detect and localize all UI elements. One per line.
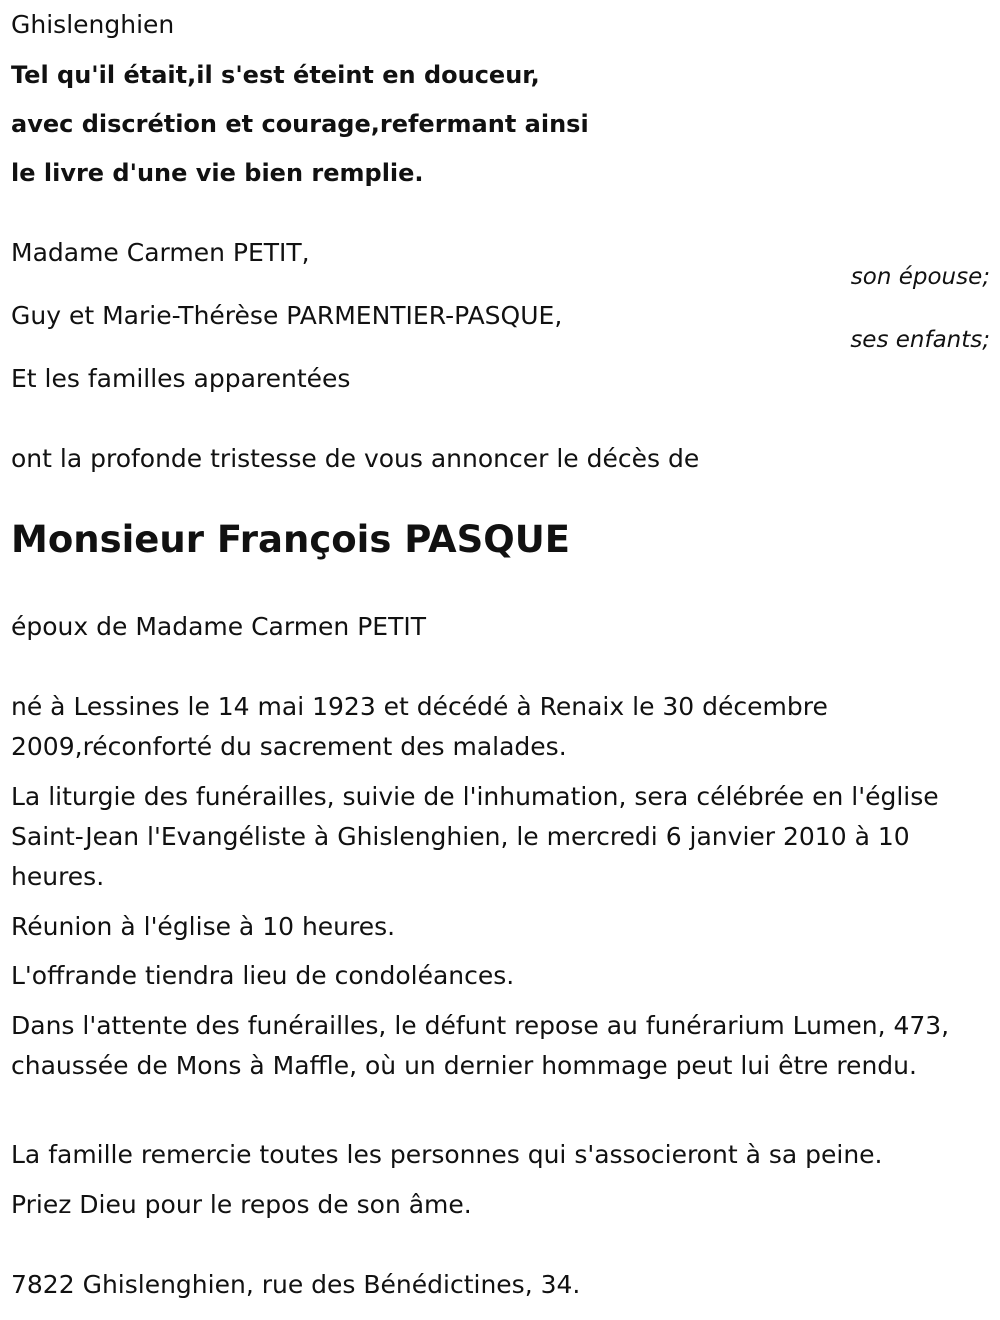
location-heading: Ghislenghien [11, 10, 175, 39]
address-line: 7822 Ghislenghien, rue des Bénédictines, 34. [11, 1270, 581, 1299]
body-paragraph: Priez Dieu pour le repos de son âme. [11, 1190, 472, 1219]
deceased-name: Monsieur François PASQUE [11, 518, 571, 561]
family-member-relation: son épouse; [850, 264, 990, 290]
family-member-name: Guy et Marie-Thérèse PARMENTIER-PASQUE, [11, 301, 563, 330]
body-paragraph: La liturgie des funérailles, suivie de l'inhumation, sera célébrée en l'église Saint-Jean l'Evangéliste à Ghislenghien, le mercredi 6 janvier 2010 à 10 heures. [11, 782, 939, 891]
spouse-line: époux de Madame Carmen PETIT [11, 612, 427, 641]
quote-line-2: avec discrétion et courage,refermant ainsi [11, 110, 589, 138]
announcement-text: ont la profonde tristesse de vous annoncer le décès de [11, 444, 700, 473]
body-paragraph: La famille remercie toutes les personnes qui s'associeront à sa peine. [11, 1140, 883, 1169]
family-member-relation: ses enfants; [850, 327, 990, 353]
quote-line-1: Tel qu'il était,il s'est éteint en douceur, [11, 61, 540, 89]
family-member-name: Et les familles apparentées [11, 364, 351, 393]
family-member-name: Madame Carmen PETIT, [11, 238, 310, 267]
quote-line-3: le livre d'une vie bien remplie. [11, 159, 424, 187]
body-paragraph: né à Lessines le 14 mai 1923 et décédé à Renaix le 30 décembre 2009,réconforté du sacrement des malades. [11, 692, 828, 761]
body-paragraph: Réunion à l'église à 10 heures. [11, 912, 396, 941]
body-paragraph: L'offrande tiendra lieu de condoléances. [11, 961, 515, 990]
body-paragraph: Dans l'attente des funérailles, le défunt repose au funérarium Lumen, 473, chaussée de Mons à Maffle, où un dernier hommage peut lui être rendu. [11, 1011, 950, 1080]
